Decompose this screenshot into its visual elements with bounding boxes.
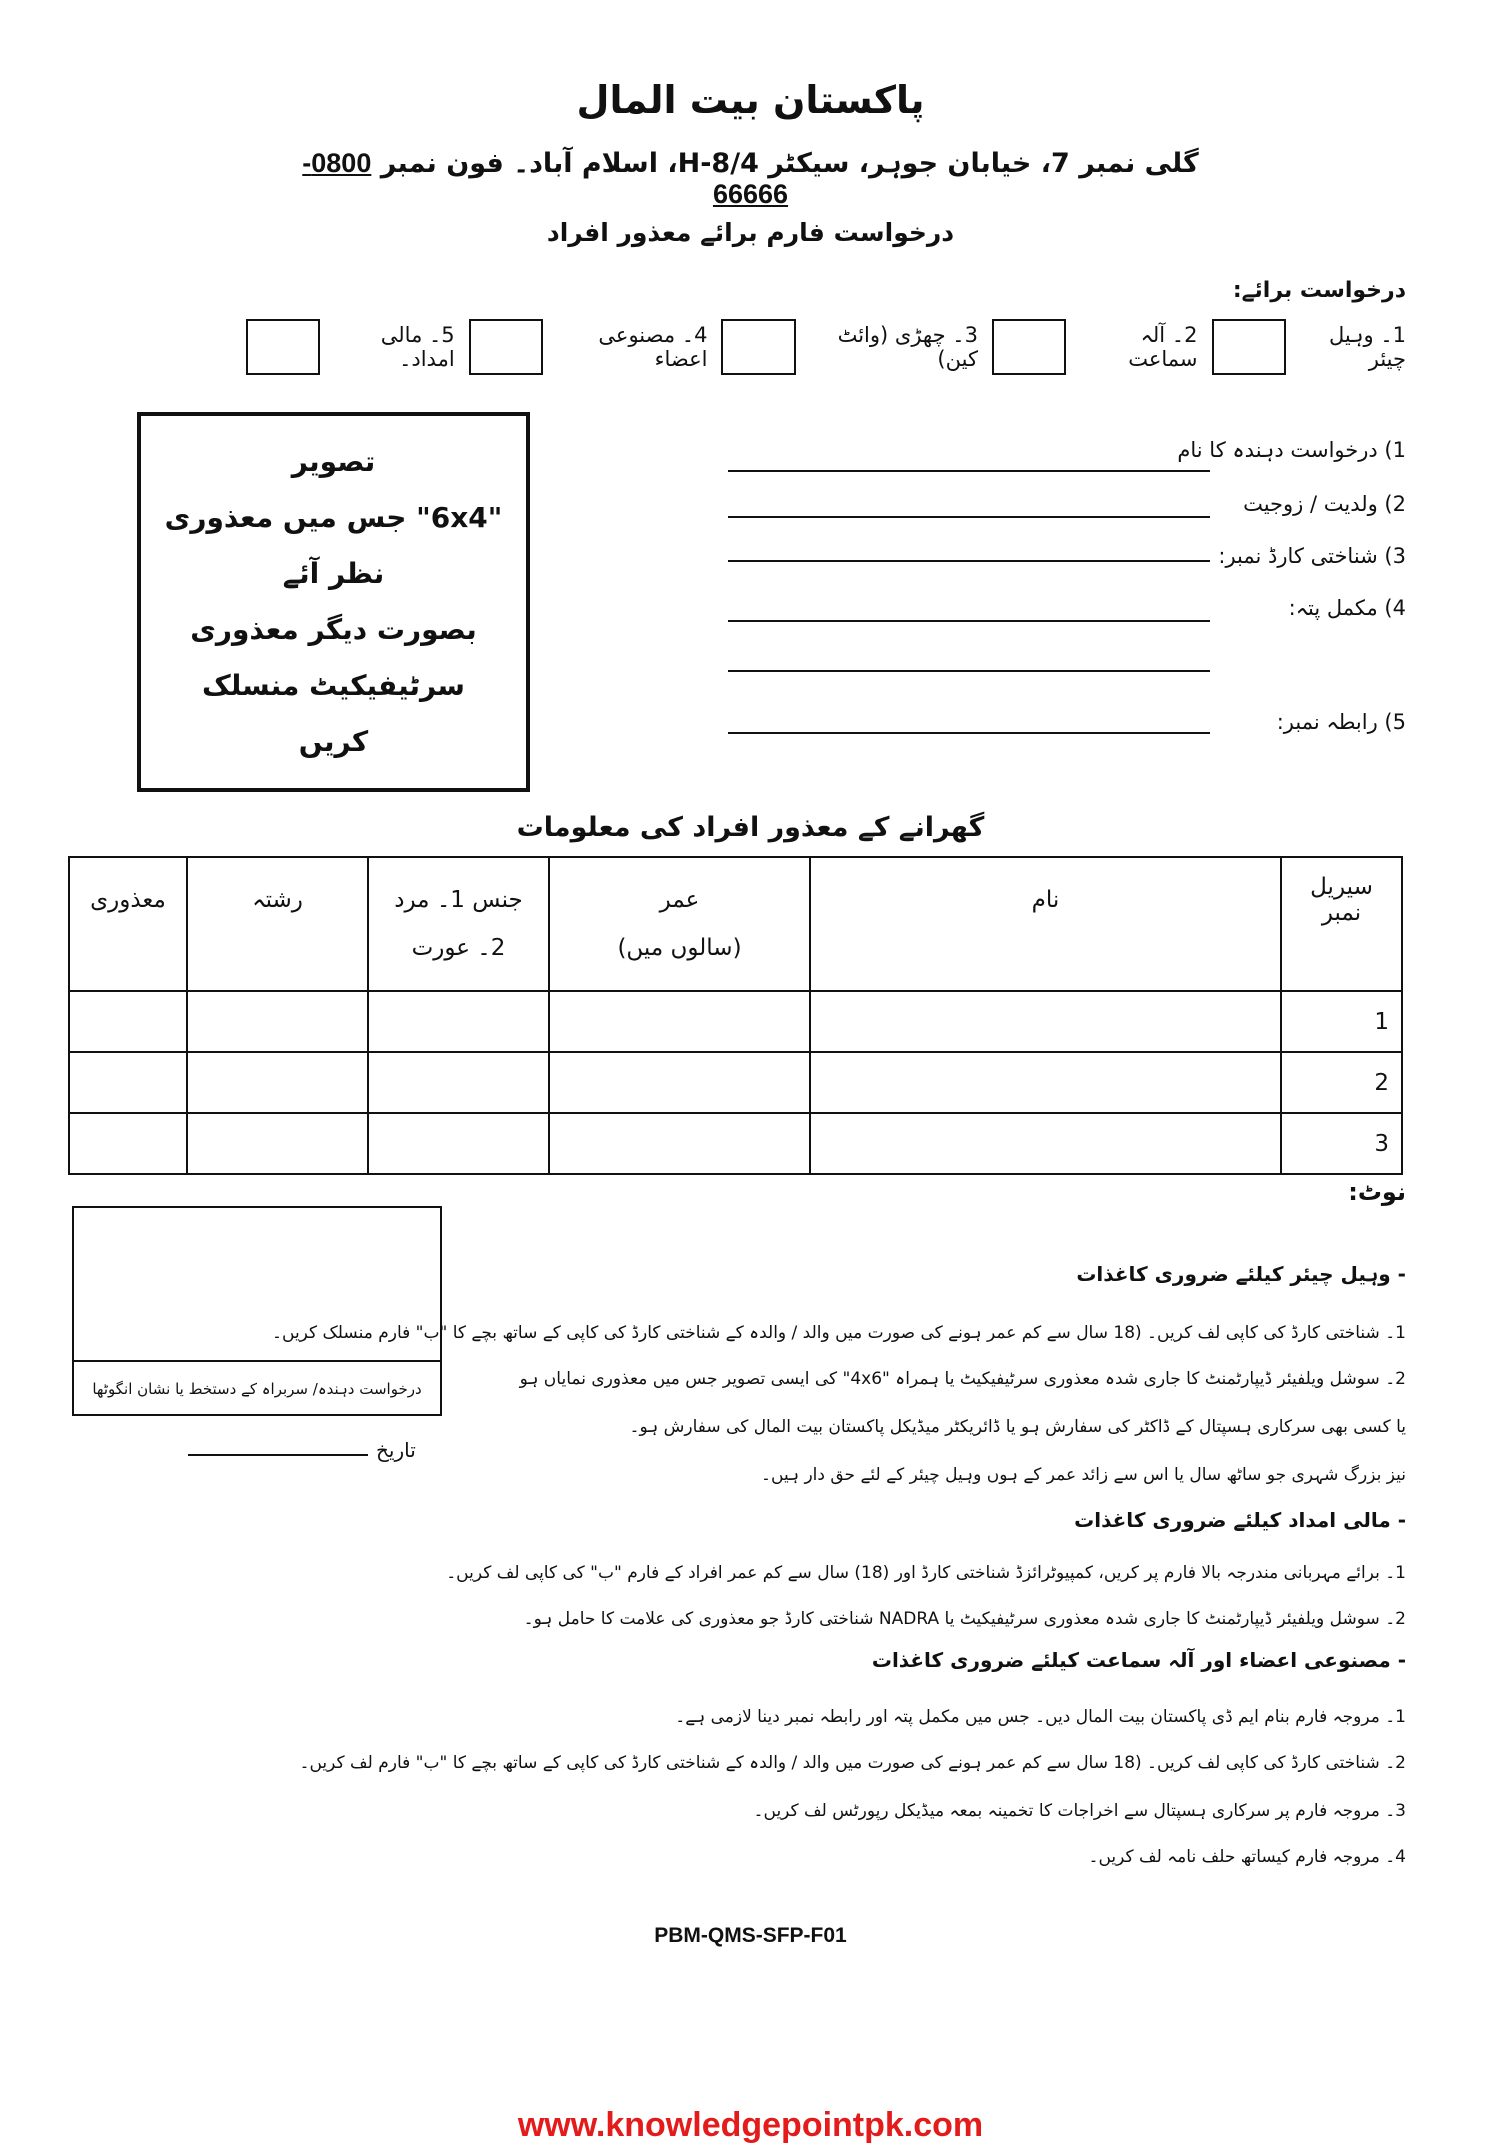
col-disability: معذوری bbox=[69, 857, 187, 991]
website-watermark: www.knowledgepointpk.com bbox=[517, 2106, 984, 2144]
form-title: درخواست فارم برائے معذور افراد bbox=[546, 218, 955, 247]
contact-input[interactable] bbox=[728, 732, 1210, 734]
note-line: یا کسی بھی سرکاری ہسپتال کے ڈاکٹر کی سفارش ہو یا ڈائریکٹر میڈیکل پاکستان بیت المال کی سفارش ہو۔ bbox=[629, 1417, 1406, 1437]
serial-cell: 3 bbox=[1281, 1113, 1402, 1174]
option-wheelchair bbox=[1212, 319, 1407, 375]
age-cell[interactable] bbox=[549, 991, 810, 1052]
name-cell[interactable] bbox=[810, 1113, 1281, 1174]
relation-cell[interactable] bbox=[187, 991, 368, 1052]
checkbox-financial-aid[interactable] bbox=[246, 319, 320, 375]
photo-instruction-line: "6x4" جس میں معذوری نظر آئے bbox=[164, 501, 503, 590]
wheelchair-docs-heading: - وہیل چیئر کیلئے ضروری کاغذات bbox=[1076, 1262, 1406, 1286]
address-line bbox=[300, 148, 1201, 210]
organization-title: پاکستان بیت المال bbox=[576, 78, 925, 122]
field-label-parentage: 2) ولدیت / زوجیت bbox=[1243, 492, 1406, 516]
col-age: عمر (سالوں میں) bbox=[549, 857, 810, 991]
col-serial: سیریل نمبر bbox=[1281, 857, 1402, 991]
table-row bbox=[69, 1052, 1402, 1113]
parentage-input[interactable] bbox=[728, 516, 1210, 518]
checkbox-wheelchair[interactable] bbox=[1212, 319, 1286, 375]
relation-cell[interactable] bbox=[187, 1052, 368, 1113]
note-line: 2۔ شناختی کارڈ کی کاپی لف کریں۔ (18 سال سے کم عمر ہونے کی صورت میں والد / والدہ کے شناختی کارڈ کی کاپی کے ساتھ بچے کا "ب" فارم لف کریں۔ bbox=[299, 1753, 1406, 1773]
family-table-heading: گھرانے کے معذور افراد کی معلومات bbox=[516, 812, 985, 843]
gender-cell[interactable] bbox=[368, 1113, 549, 1174]
checkbox-hearing-aid[interactable] bbox=[992, 319, 1066, 375]
name-cell[interactable] bbox=[810, 991, 1281, 1052]
serial-cell: 1 bbox=[1281, 991, 1402, 1052]
cnic-input[interactable] bbox=[728, 560, 1210, 562]
field-label-address: 4) مکمل پتہ: bbox=[1288, 596, 1406, 620]
col-name: نام bbox=[810, 857, 1281, 991]
field-label-contact: 5) رابطہ نمبر: bbox=[1276, 710, 1406, 734]
note-line: 1۔ مروجہ فارم بنام ایم ڈی پاکستان بیت المال دیں۔ جس میں مکمل پتہ اور رابطہ نمبر دینا لازمی ہے۔ bbox=[675, 1707, 1406, 1727]
address-text: گلی نمبر 7، خیابان جوہر، سیکٹر H-8/4، اسلام آباد۔ فون نمبر bbox=[380, 148, 1199, 179]
photo-title: تصویر bbox=[291, 445, 376, 478]
request-options bbox=[246, 316, 1406, 378]
form-code: PBM-QMS-SFP-F01 bbox=[654, 1924, 847, 1947]
note-line: 1۔ شناختی کارڈ کی کاپی لف کریں۔ (18 سال سے کم عمر ہونے کی صورت میں والد / والدہ کے شناختی کارڈ کی کاپی کے ساتھ بچے کا "ب" فارم منسلک کریں۔ bbox=[272, 1323, 1406, 1343]
option-label: 1۔ وہیل چیئر bbox=[1328, 323, 1406, 371]
age-cell[interactable] bbox=[549, 1052, 810, 1113]
option-financial-aid bbox=[246, 319, 455, 375]
note-line: 2۔ سوشل ویلفیئر ڈیپارٹمنٹ کا جاری شدہ معذوری سرٹیفیکیٹ یا NADRA شناختی کارڈ جو معذوری کی علامت کا حامل ہو۔ bbox=[523, 1609, 1406, 1629]
option-label: 2۔ آلہ سماعت bbox=[1128, 323, 1198, 371]
disability-cell[interactable] bbox=[69, 1052, 187, 1113]
table-row bbox=[69, 991, 1402, 1052]
age-cell[interactable] bbox=[549, 1113, 810, 1174]
name-input[interactable] bbox=[728, 470, 1210, 472]
note-line: 3۔ مروجہ فارم پر سرکاری ہسپتال سے اخراجات کا تخمینہ بمعہ میڈیکل رپورٹس لف کریں۔ bbox=[753, 1801, 1406, 1821]
request-heading: درخواست برائے: bbox=[1232, 278, 1406, 303]
disability-cell[interactable] bbox=[69, 991, 187, 1052]
name-cell[interactable] bbox=[810, 1052, 1281, 1113]
financial-docs-heading: - مالی امداد کیلئے ضروری کاغذات bbox=[1074, 1508, 1406, 1532]
field-label-cnic: 3) شناختی کارڈ نمبر: bbox=[1218, 544, 1406, 568]
col-gender: جنس 1۔ مرد 2۔ عورت bbox=[368, 857, 549, 991]
note-line: 4۔ مروجہ فارم کیساتھ حلف نامہ لف کریں۔ bbox=[1088, 1847, 1406, 1867]
date-field bbox=[188, 1438, 416, 1462]
note-line: 2۔ سوشل ویلفیئر ڈیپارٹمنٹ کا جاری شدہ معذوری سرٹیفیکیٹ یا ہمراہ "4x6" کی ایسی تصویر جس میں معذوری نمایاں ہو bbox=[519, 1369, 1406, 1389]
option-prosthetics bbox=[469, 319, 708, 375]
table-header-row bbox=[69, 857, 1402, 991]
signature-caption: درخواست دہندہ/ سربراہ کے دستخط یا نشان انگوٹھا bbox=[72, 1360, 442, 1416]
option-hearing-aid bbox=[992, 319, 1198, 375]
note-line: 1۔ برائے مہربانی مندرجہ بالا فارم پر کریں، کمپیوٹرائزڈ شناختی کارڈ اور (18) سال سے کم عمر افراد کے فارم "ب" کی کاپی لف کریں۔ bbox=[446, 1563, 1406, 1583]
field-label-name: 1) درخواست دہندہ کا نام bbox=[1177, 438, 1406, 462]
serial-cell: 2 bbox=[1281, 1052, 1402, 1113]
table-row bbox=[69, 1113, 1402, 1174]
option-label: 3۔ چھڑی (وائٹ کین) bbox=[837, 323, 978, 371]
relation-cell[interactable] bbox=[187, 1113, 368, 1174]
note-line: نیز بزرگ شہری جو ساٹھ سال یا اس سے زائد عمر کے ہوں وہیل چیئر کے لئے حق دار ہیں۔ bbox=[761, 1465, 1406, 1485]
gender-cell[interactable] bbox=[368, 1052, 549, 1113]
family-members-table bbox=[68, 856, 1403, 1175]
notes-label: نوٹ: bbox=[1348, 1178, 1406, 1206]
date-label: تاریخ bbox=[376, 1438, 416, 1462]
option-label: 4۔ مصنوعی اعضاء bbox=[598, 323, 708, 371]
prosthetic-docs-heading: - مصنوعی اعضاء اور آلہ سماعت کیلئے ضروری کاغذات bbox=[871, 1648, 1406, 1672]
disability-cell[interactable] bbox=[69, 1113, 187, 1174]
checkbox-white-cane[interactable] bbox=[721, 319, 796, 375]
phone-number: 0800-66666 bbox=[302, 148, 789, 209]
gender-cell[interactable] bbox=[368, 991, 549, 1052]
photo-box[interactable] bbox=[137, 412, 530, 792]
option-white-cane bbox=[721, 319, 977, 375]
address-input-line2[interactable] bbox=[728, 670, 1210, 672]
option-label: 5۔ مالی امداد۔ bbox=[380, 323, 455, 371]
photo-instruction-line: کریں bbox=[298, 725, 369, 758]
date-input[interactable] bbox=[188, 1454, 368, 1456]
checkbox-prosthetics[interactable] bbox=[469, 319, 543, 375]
col-relation: رشتہ bbox=[187, 857, 368, 991]
address-input-line1[interactable] bbox=[728, 620, 1210, 622]
photo-instruction-line: بصورت دیگر معذوری سرٹیفیکیٹ منسلک bbox=[190, 613, 477, 702]
